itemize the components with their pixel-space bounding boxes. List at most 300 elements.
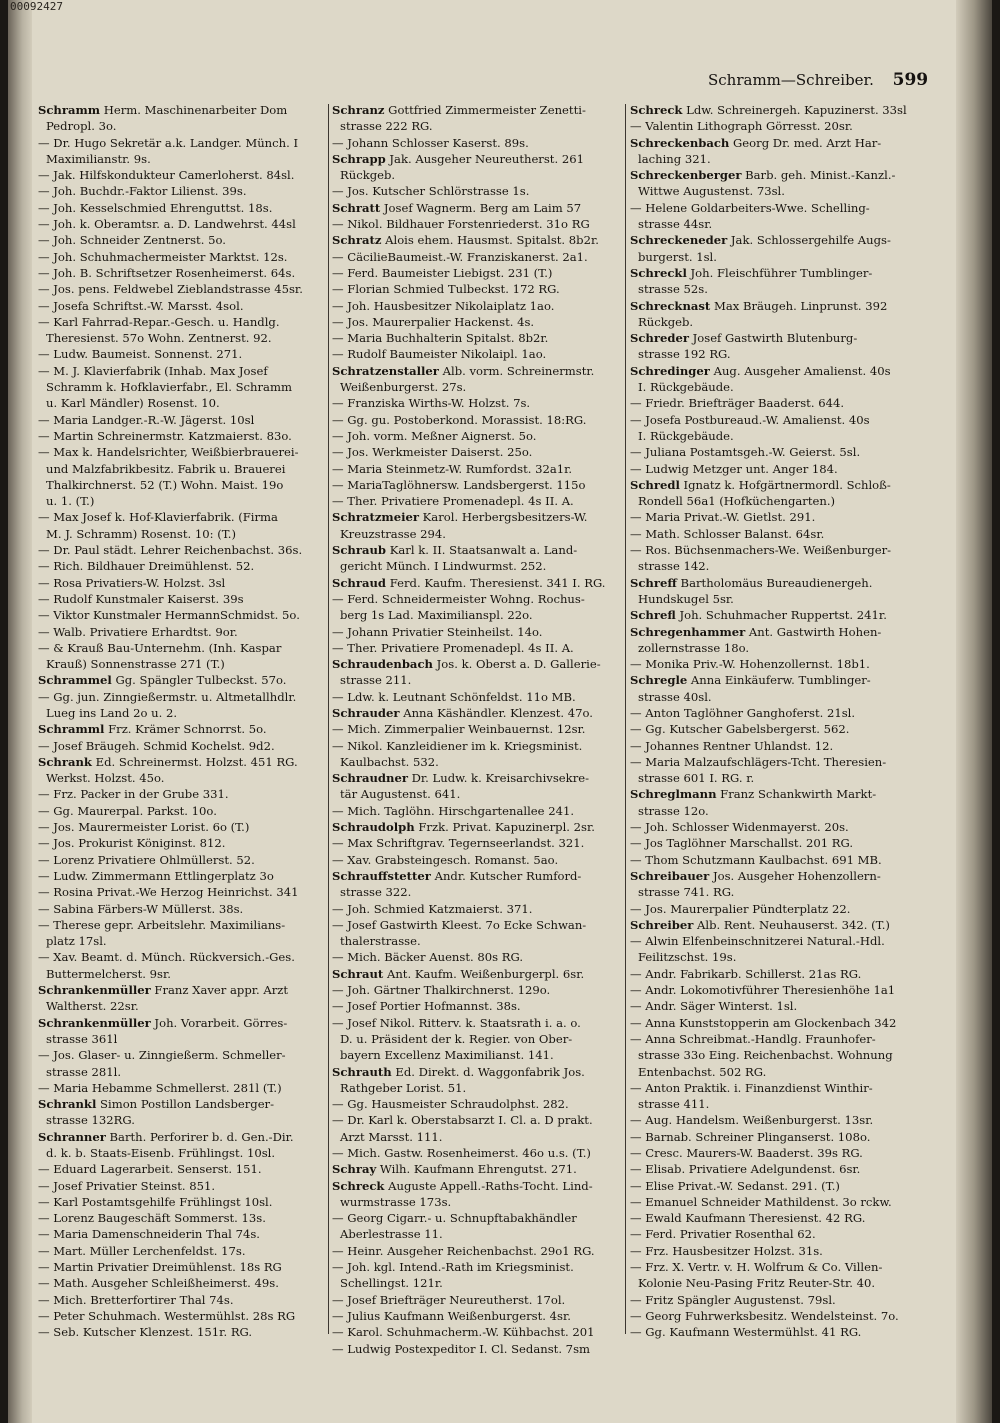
entry-line: — Ludw. Baumeist. Sonnenst. 271. [38, 347, 243, 362]
entry-continuation: wurmstrasse 173s. [340, 1194, 452, 1209]
entry-line: — Josef Briefträger Neureutherst. 17ol. [332, 1292, 566, 1307]
entry-continuation: Waltherst. 22sr. [46, 999, 139, 1014]
entry-line: — Aug. Handelsm. Weißenburgerst. 13sr. [630, 1113, 874, 1128]
surname: Schraut [332, 966, 384, 981]
surname: Schrank [38, 754, 92, 769]
entry-text: Ferd. Kaufm. Theresienst. 341 I. RG. [386, 575, 606, 590]
entry-text: Franz Xaver appr. Arzt [150, 983, 289, 998]
left-page-edge [8, 0, 32, 1423]
entry-line: — Maria Damenschneiderin Thal 74s. [38, 1227, 260, 1242]
surname-entry [630, 363, 926, 379]
entry-line: — Mich. Gastw. Rosenheimerst. 46o u.s. (T.) [332, 1146, 591, 1160]
surname: Schreiber [630, 917, 694, 932]
entry-text: Alb. Rent. Neuhauserst. 342. (T.) [693, 917, 890, 932]
entry-continuation: berg 1s Lad. Maximilianspl. 22o. [340, 608, 533, 623]
entry-line: — Lorenz Baugeschäft Sommerst. 13s. [38, 1211, 266, 1226]
entry-line: — Frz. Hausbesitzer Holzst. 31s. [630, 1243, 823, 1258]
entry-line: — Josef Gastwirth Kleest. 7o Ecke Schwan- [332, 917, 587, 932]
directory-page [8, 0, 992, 1423]
entry-continuation: Schellingst. 121r. [340, 1276, 443, 1291]
entry-continuation: strasse 192 RG. [638, 347, 731, 362]
entry-continuation: bayern Excellenz Maximilianst. 141. [340, 1048, 554, 1063]
entry-continuation: Kreuzstrasse 294. [340, 526, 446, 541]
surname-entry [332, 966, 628, 982]
entry-text: Ldw. Schreinergeh. Kapuzinerst. 33sl [682, 103, 907, 117]
entry-line: — Andr. Fabrikarb. Schillerst. 21as RG. [630, 966, 862, 981]
entry-line: — Monika Priv.-W. Hohenzollernst. 18b1. [630, 657, 870, 672]
entry-line: — Anna Schreibmat.-Handlg. Fraunhofer- [630, 1031, 876, 1046]
surname: Schraudner [332, 771, 408, 786]
entry-line: — Joh. kgl. Intend.-Rath im Kriegsminist. [332, 1260, 574, 1275]
entry-text: Ed. Schreinermst. Holzst. 451 RG. [91, 754, 298, 769]
entry-continuation: I. Rückgebäude. [638, 428, 734, 443]
entry-continuation: strasse 44sr. [638, 217, 713, 232]
surname-entry [630, 672, 926, 688]
header-name-range: Schramm—Schreiber. [708, 71, 874, 89]
surname: Schreckl [630, 265, 687, 280]
surname: Schray [332, 1162, 377, 1177]
entry-line: — Anna Kunststopperin am Glockenbach 342 [630, 1015, 897, 1030]
entry-text: Gg. Spängler Tulbeckst. 57o. [111, 673, 287, 688]
surname: Schregenhammer [630, 624, 746, 639]
entry-continuation: Werkst. Holzst. 45o. [46, 771, 165, 786]
entry-line: — Karl Postamtsgehilfe Frühlingst 10sl. [38, 1194, 273, 1209]
entry-line: — Fritz Spängler Augustenst. 79sl. [630, 1292, 836, 1307]
entry-continuation: strasse 361l [46, 1031, 118, 1046]
entry-line: — Maria Malzaufschlägers-Tcht. Theresien- [630, 754, 887, 769]
surname: Schredl [630, 477, 680, 492]
entry-line: — Karol. Schuhmacherm.-W. Kühbachst. 201 [332, 1325, 595, 1340]
entry-text: Jak. Ausgeher Neureutherst. 261 [385, 151, 584, 166]
entry-line: — Jos. Maurerpalier Hackenst. 4s. [332, 314, 535, 329]
entry-line: — Jos. Glaser- u. Zinngießerm. Schmeller- [38, 1048, 286, 1063]
surname: Schrankl [38, 1097, 97, 1112]
entry-line: — Martin Privatier Dreimühlenst. 18s RG [38, 1260, 282, 1275]
entry-continuation: Theresienst. 57o Wohn. Zentnerst. 92. [46, 331, 272, 346]
entry-line: — Math. Ausgeher Schleißheimerst. 49s. [38, 1276, 279, 1291]
entry-line: — Joh. B. Schriftsetzer Rosenheimerst. 64s. [38, 265, 296, 280]
surname: Schrecknast [630, 298, 711, 313]
surname: Schrankenmüller [38, 1015, 151, 1030]
entry-line: — Jos. Werkmeister Daiserst. 25o. [332, 445, 533, 460]
entry-line: — Joh. Schlosser Widenmayerst. 20s. [630, 820, 849, 835]
entry-line: — Joh. Kesselschmied Ehrenguttst. 18s. [38, 200, 273, 215]
entry-text: Auguste Appell.-Raths-Tocht. Lind- [384, 1178, 593, 1193]
entry-line: — Josef Privatier Steinst. 851. [38, 1178, 216, 1193]
running-header [708, 70, 929, 94]
entry-text: Georg Dr. med. Arzt Har- [729, 135, 882, 150]
surname: Schreibauer [630, 868, 710, 883]
entry-line: — Dr. Karl k. Oberstabsarzt I. Cl. a. D prakt. [332, 1113, 593, 1128]
surname: Schrankenmüller [38, 983, 151, 998]
entry-line: — Jos. Kutscher Schlörstrasse 1s. [332, 184, 530, 199]
entry-continuation: Weißenburgerst. 27s. [340, 380, 467, 395]
entry-line: — Josef Portier Hofmannst. 38s. [332, 999, 521, 1014]
entry-text: Andr. Kutscher Rumford- [430, 868, 582, 883]
surname-entry [630, 102, 926, 118]
entry-line: — Xav. Grabsteingesch. Romanst. 5ao. [332, 852, 559, 867]
entry-line: — & Krauß Bau-Unternehm. (Inh. Kaspar [38, 640, 282, 655]
surname-entry [630, 575, 926, 591]
entry-line: — Joh. Schneider Zentnerst. 5o. [38, 233, 226, 248]
entry-continuation: Lueg ins Land 2o u. 2. [46, 705, 178, 720]
entry-line: — Josef Nikol. Ritterv. k. Staatsrath i. a. o. [332, 1015, 581, 1030]
surname-entry [332, 232, 628, 248]
entry-text: Alois ehem. Hausmst. Spitalst. 8b2r. [381, 233, 599, 248]
entry-line: — Ldw. k. Leutnant Schönfeldst. 11o MB. [332, 689, 576, 704]
surname-entry [630, 298, 926, 314]
entry-text: Bartholomäus Bureaudienergeh. [676, 575, 873, 590]
entry-text: Anna Käshändler. Klenzest. 47o. [399, 705, 593, 720]
entry-line: — Georg Fuhrwerksbesitz. Wendelsteinst. 7o. [630, 1308, 899, 1323]
entry-text: Joh. Schuhmacher Ruppertst. 241r. [675, 608, 887, 623]
entry-line: — Helene Goldarbeiters-Wwe. Schelling- [630, 200, 870, 215]
entry-line: — Joh. Buchdr.-Faktor Lilienst. 39s. [38, 184, 247, 199]
entry-text: Gottfried Zimmermeister Zenetti- [384, 103, 586, 117]
entry-text: Josef Wagnerm. Berg am Laim 57 [380, 200, 582, 215]
entry-text: Simon Postillon Landsberger- [96, 1097, 275, 1112]
entry-line: — Maria Buchhalterin Spitalst. 8b2r. [332, 331, 549, 346]
entry-line: — Gg. Kutscher Gabelsbergerst. 562. [630, 722, 850, 737]
entry-continuation: Hundskugel 5sr. [638, 591, 734, 606]
entry-line: — Gg. Kaufmann Westermühlst. 41 RG. [630, 1325, 862, 1340]
entry-line: — Joh. Gärtner Thalkirchnerst. 129o. [332, 983, 551, 998]
surname: Schramm [38, 103, 101, 117]
page-number: 599 [892, 70, 929, 90]
entry-continuation: strasse 132RG. [46, 1113, 135, 1128]
entry-line: — Anton Praktik. i. Finanzdienst Winthir- [630, 1080, 873, 1095]
entry-line: — Nikol. Kanzleidiener im k. Kriegsminist. [332, 738, 583, 753]
entry-continuation: platz 17sl. [46, 934, 107, 949]
surname-entry [38, 721, 334, 737]
entry-line: — Julius Kaufmann Weißenburgerst. 4sr. [332, 1308, 571, 1323]
entry-text: Anna Einkäuferw. Tumblinger- [687, 673, 871, 688]
entry-continuation: I. Rückgebäude. [638, 380, 734, 395]
entry-text: Joh. Fleischführer Tumblinger- [686, 265, 873, 280]
surname: Schratzenstaller [332, 363, 439, 378]
surname-entry [630, 607, 926, 623]
entry-continuation: Maximilianstr. 9s. [46, 151, 151, 166]
surname: Schrapp [332, 151, 386, 166]
entry-line: — Jos. Maurerpalier Pündterplatz 22. [630, 901, 851, 916]
surname-entry [332, 102, 628, 118]
entry-line: — Ewald Kaufmann Theresienst. 42 RG. [630, 1211, 866, 1226]
surname: Schreck [630, 103, 683, 117]
surname-entry [332, 200, 628, 216]
entry-line: — Ludwig Postexpeditor I. Cl. Sedanst. 7sm [332, 1341, 591, 1356]
entry-line: — Max Schriftgrav. Tegernseerlandst. 321. [332, 836, 585, 851]
surname-entry [38, 672, 334, 688]
entry-line: — Franziska Wirths-W. Holzst. 7s. [332, 396, 531, 411]
entry-line: — Ther. Privatiere Promenadepl. 4s II. A. [332, 494, 574, 509]
surname-entry [332, 770, 628, 786]
entry-continuation: Rückgeb. [340, 168, 396, 183]
entry-line: — M. J. Klavierfabrik (Inhab. Max Josef [38, 363, 268, 378]
surname-entry [630, 624, 926, 640]
column-2 [332, 102, 628, 1356]
entry-continuation: strasse 33o Eing. Reichenbachst. Wohnung [638, 1048, 893, 1063]
entry-continuation: strasse 222 RG. [340, 119, 433, 134]
entry-line: — Lorenz Privatiere Ohlmüllerst. 52. [38, 852, 255, 867]
surname: Schraudolph [332, 820, 415, 835]
surname-entry [332, 509, 628, 525]
entry-continuation: Thalkirchnerst. 52 (T.) Wohn. Maist. 19o [46, 477, 284, 492]
entry-text: Jos. k. Oberst a. D. Gallerie- [432, 657, 601, 672]
surname-entry [332, 868, 628, 884]
entry-line: — Cresc. Maurers-W. Baaderst. 39s RG. [630, 1146, 863, 1160]
entry-line: — Dr. Paul städt. Lehrer Reichenbachst. 36s. [38, 543, 303, 558]
entry-continuation: d. k. b. Staats-Eisenb. Frühlingst. 10sl. [46, 1146, 276, 1160]
entry-line: — Frz. Packer in der Grube 331. [38, 787, 229, 802]
surname: Schreckeneder [630, 233, 728, 248]
entry-line: — Dr. Hugo Sekretär a.k. Landger. Münch. I [38, 135, 299, 150]
entry-line: — Ferd. Schneidermeister Wohng. Rochus- [332, 591, 585, 606]
entry-line: — Rudolf Baumeister Nikolaipl. 1ao. [332, 347, 547, 362]
entry-continuation: burgerst. 1sl. [638, 249, 717, 264]
entry-line: — Mich. Bretterfortirer Thal 74s. [38, 1292, 234, 1307]
surname-entry [38, 754, 334, 770]
entry-line: — Barnab. Schreiner Plinganserst. 108o. [630, 1129, 871, 1144]
entry-line: — Andr. Säger Winterst. 1sl. [630, 999, 798, 1014]
entry-continuation: strasse 281l. [46, 1064, 122, 1079]
entry-line: — Therese gepr. Arbeitslehr. Maximilians- [38, 917, 286, 932]
entry-line: — Peter Schuhmach. Westermühlst. 28s RG [38, 1308, 296, 1323]
entry-line: — Heinr. Ausgeher Reichenbachst. 29o1 RG. [332, 1243, 595, 1258]
surname-entry [630, 330, 926, 346]
entry-line: — Karl Fahrrad-Repar.-Gesch. u. Handlg. [38, 314, 280, 329]
entry-line: — Josef Bräugeh. Schmid Kochelst. 9d2. [38, 738, 275, 753]
entry-line: — Ros. Büchsenmachers-We. Weißenburger- [630, 543, 892, 558]
entry-continuation: zollernstrasse 18o. [638, 640, 750, 655]
surname-entry [38, 982, 334, 998]
surname-entry [332, 363, 628, 379]
entry-continuation: strasse 411. [638, 1097, 710, 1112]
surname-entry [630, 868, 926, 884]
entry-text: Franz Schankwirth Markt- [716, 787, 877, 802]
entry-continuation: strasse 142. [638, 559, 710, 574]
entry-line: — Jos Taglöhner Marschallst. 201 RG. [630, 836, 854, 851]
entry-continuation: strasse 211. [340, 673, 412, 688]
entry-line: — Rosina Privat.-We Herzog Heinrichst. 341 [38, 885, 299, 900]
entry-continuation: laching 321. [638, 151, 711, 166]
entry-continuation: Rückgeb. [638, 314, 694, 329]
entry-line: — Friedr. Briefträger Baaderst. 644. [630, 396, 845, 411]
entry-line: — Eduard Lagerarbeit. Senserst. 151. [38, 1162, 262, 1177]
surname-entry [630, 265, 926, 281]
entry-line: — Josefa Postbureaud.-W. Amalienst. 40s [630, 412, 870, 427]
entry-text: Wilh. Kaufmann Ehrengutst. 271. [376, 1162, 577, 1177]
surname-entry [332, 1161, 628, 1177]
entry-line: — Seb. Kutscher Klenzest. 151r. RG. [38, 1325, 253, 1340]
entry-line: — Joh. Schmied Katzmaierst. 371. [332, 901, 533, 916]
entry-line: — Rich. Bildhauer Dreimühlenst. 52. [38, 559, 255, 574]
entry-line: — Sabina Färbers-W Müllerst. 38s. [38, 901, 244, 916]
entry-text: Ant. Kaufm. Weißenburgerpl. 6sr. [383, 966, 585, 981]
surname: Schratzmeier [332, 510, 419, 525]
entry-continuation: thalerstrasse. [340, 934, 421, 949]
entry-line: — Joh. Hausbesitzer Nikolaiplatz 1ao. [332, 298, 555, 313]
surname: Schraudenbach [332, 657, 433, 672]
entry-line: — Ferd. Baumeister Liebigst. 231 (T.) [332, 265, 553, 280]
entry-continuation: Kolonie Neu-Pasing Fritz Reuter-Str. 40. [638, 1276, 876, 1291]
entry-continuation: D. u. Präsident der k. Regier. von Ober- [340, 1031, 573, 1046]
surname-entry [38, 1015, 334, 1031]
entry-line: — Juliana Postamtsgeh.-W. Geierst. 5sl. [630, 445, 861, 460]
entry-continuation: Rathgeber Lorist. 51. [340, 1080, 467, 1095]
entry-line: — Joh. k. Oberamtsr. a. D. Landwehrst. 44sl [38, 217, 296, 232]
column-1 [38, 102, 334, 1340]
surname-entry [630, 477, 926, 493]
entry-line: — Mich. Zimmerpalier Weinbauernst. 12sr. [332, 722, 586, 737]
entry-continuation: strasse 601 I. RG. r. [638, 771, 755, 786]
entry-line: — CäcilieBaumeist.-W. Franziskanerst. 2a1. [332, 249, 588, 264]
entry-continuation: strasse 322. [340, 885, 412, 900]
entry-continuation: Krauß) Sonnenstrasse 271 (T.) [46, 657, 225, 672]
entry-line: — Mich. Bäcker Auenst. 80s RG. [332, 950, 524, 965]
surname: Schreck [332, 1178, 385, 1193]
entry-line: — Rudolf Kunstmaler Kaiserst. 39s [38, 591, 244, 606]
entry-line: — Joh. Schuhmachermeister Marktst. 12s. [38, 249, 288, 264]
entry-text: Alb. vorm. Schreinermstr. [438, 363, 595, 378]
entry-text: Frzk. Privat. Kapuzinerpl. 2sr. [414, 820, 595, 835]
surname: Schranz [332, 103, 385, 117]
entry-continuation: u. Karl Mändler) Rosenst. 10. [46, 396, 220, 411]
entry-line: — Xav. Beamt. d. Münch. Rückversich.-Ges. [38, 950, 295, 965]
entry-line: — Emanuel Schneider Mathildenst. 3o rckw. [630, 1194, 892, 1209]
surname-entry [630, 917, 926, 933]
surname: Schraud [332, 575, 387, 590]
entry-continuation: strasse 12o. [638, 803, 709, 818]
surname-entry [630, 135, 926, 151]
surname: Schrefl [630, 608, 676, 623]
entry-line: — Max Josef k. Hof-Klavierfabrik. (Firma [38, 510, 278, 525]
surname: Schramml [38, 722, 105, 737]
entry-text: Joh. Vorarbeit. Görres- [150, 1015, 288, 1030]
entry-text: Barb. geh. Minist.-Kanzl.- [741, 168, 896, 183]
entry-continuation: strasse 741. RG. [638, 885, 735, 900]
entry-line: — Mich. Taglöhn. Hirschgartenallee 241. [332, 803, 575, 818]
surname: Schreff [630, 575, 677, 590]
entry-line: — Elise Privat.-W. Sedanst. 291. (T.) [630, 1178, 840, 1193]
entry-continuation: Entenbachst. 502 RG. [638, 1064, 767, 1079]
surname: Schranner [38, 1129, 106, 1144]
surname: Schreckenbach [630, 135, 730, 150]
entry-line: — Alwin Elfenbeinschnitzerei Natural.-Hdl. [630, 934, 885, 949]
page-stack-edge [956, 0, 992, 1423]
surname-entry [332, 705, 628, 721]
entry-text: Ignatz k. Hofgärtnermordl. Schloß- [679, 477, 891, 492]
entry-line: — Walb. Privatiere Erhardtst. 9or. [38, 624, 238, 639]
entry-continuation: tär Augustenst. 641. [340, 787, 461, 802]
entry-line: — Viktor Kunstmaler HermannSchmidst. 5o. [38, 608, 300, 623]
entry-line: — Florian Schmied Tulbeckst. 172 RG. [332, 282, 560, 297]
entry-continuation: gericht Münch. I Lindwurmst. 252. [340, 559, 547, 574]
surname-entry [630, 167, 926, 183]
surname: Schrauffstetter [332, 868, 431, 883]
surname: Schratt [332, 200, 381, 215]
entry-line: — Joh. vorm. Meßner Aignerst. 5o. [332, 428, 537, 443]
entry-text: Jak. Schlossergehilfe Augs- [727, 233, 891, 248]
entry-line: — Gg. Hausmeister Schraudolphst. 282. [332, 1097, 569, 1112]
entry-line: — Nikol. Bildhauer Forstenriederst. 31o RG [332, 217, 590, 232]
surname: Schregle [630, 673, 688, 688]
entry-line: — Johann Privatier Steinheilst. 14o. [332, 624, 543, 639]
entry-line: — Rosa Privatiers-W. Holzst. 3sl [38, 575, 226, 590]
surname-entry [332, 656, 628, 672]
entry-continuation: Wittwe Augustenst. 73sl. [638, 184, 785, 199]
surname-entry [332, 1064, 628, 1080]
entry-continuation: Pedropl. 3o. [46, 119, 117, 134]
surname-entry [332, 151, 628, 167]
entry-line: — Gg. gu. Postoberkond. Morassist. 18:RG. [332, 412, 587, 427]
entry-line: — Gg. jun. Zinngießermstr. u. Altmetallhdlr. [38, 689, 297, 704]
entry-line: — Gg. Maurerpal. Parkst. 10o. [38, 803, 217, 818]
entry-line: — Georg Cigarr.- u. Schnupftabakhändler [332, 1211, 577, 1226]
entry-line: — Jos. Prokurist Königinst. 812. [38, 836, 226, 851]
entry-text: Frz. Krämer Schnorrst. 5o. [104, 722, 267, 737]
entry-line: — Maria Privat.-W. Gietlst. 291. [630, 510, 816, 525]
surname-entry [332, 1178, 628, 1194]
entry-text: Dr. Ludw. k. Kreisarchivsekre- [407, 771, 590, 786]
entry-continuation: Arzt Marsst. 111. [340, 1129, 443, 1144]
entry-line: — Josefa Schriftst.-W. Marsst. 4sol. [38, 298, 244, 313]
surname: Schraub [332, 543, 387, 558]
entry-continuation: M. J. Schramm) Rosenst. 10: (T.) [46, 526, 236, 541]
entry-text: Barth. Perforirer b. d. Gen.-Dir. [105, 1129, 294, 1144]
entry-line: — Ludwig Metzger unt. Anger 184. [630, 461, 838, 476]
entry-continuation: strasse 52s. [638, 282, 708, 297]
entry-text: Josef Gastwirth Blutenburg- [688, 331, 858, 346]
entry-line: — Maria Steinmetz-W. Rumfordst. 32a1r. [332, 461, 573, 476]
surname: Schreckenberger [630, 168, 742, 183]
entry-text: Karol. Herbergsbesitzers-W. [418, 510, 588, 525]
entry-text: Aug. Ausgeher Amalienst. 40s [709, 363, 891, 378]
entry-line: — Ther. Privatiere Promenadepl. 4s II. A. [332, 640, 574, 655]
entry-continuation: strasse 40sl. [638, 689, 712, 704]
entry-line: — Frz. X. Vertr. v. H. Wolfrum & Co. Villen- [630, 1260, 883, 1275]
entry-line: — Johannes Rentner Uhlandst. 12. [630, 738, 834, 753]
entry-line: — Andr. Lokomotivführer Theresienhöhe 1a1 [630, 983, 896, 998]
entry-line: — Mart. Müller Lerchenfeldst. 17s. [38, 1243, 246, 1258]
entry-text: Herm. Maschinenarbeiter Dom [100, 103, 288, 117]
entry-continuation: Aberlestrasse 11. [340, 1227, 443, 1242]
entry-line: — Martin Schreinermstr. Katzmaierst. 83o. [38, 428, 292, 443]
entry-line: — Math. Schlosser Balanst. 64sr. [630, 526, 825, 541]
surname-entry [332, 542, 628, 558]
entry-text: Max Bräugeh. Linprunst. 392 [710, 298, 888, 313]
surname: Schrauth [332, 1064, 392, 1079]
surname: Schredinger [630, 363, 710, 378]
surname: Schreglmann [630, 787, 717, 802]
surname: Schreder [630, 331, 689, 346]
surname: Schrauder [332, 705, 400, 720]
entry-text: Karl k. II. Staatsanwalt a. Land- [386, 543, 578, 558]
column-3 [630, 102, 926, 1340]
entry-line: — Ferd. Privatier Rosenthal 62. [630, 1227, 816, 1242]
entry-continuation: und Malzfabrikbesitz. Fabrik u. Brauerei [46, 461, 286, 476]
surname-entry [332, 575, 628, 591]
entry-line: — Jos. pens. Feldwebel Zieblandstrasse 45sr. [38, 282, 303, 297]
entry-line: — Johann Schlosser Kaserst. 89s. [332, 135, 529, 150]
entry-text: Jos. Ausgeher Hohenzollern- [709, 868, 881, 883]
surname-entry [38, 102, 334, 118]
entry-line: — MariaTaglöhnersw. Landsbergerst. 115o [332, 477, 586, 492]
surname: Schrammel [38, 673, 112, 688]
entry-line: — Maria Hebamme Schmellerst. 281l (T.) [38, 1080, 282, 1095]
entry-text: Ed. Direkt. d. Waggonfabrik Jos. [391, 1064, 585, 1079]
surname-entry [38, 1096, 334, 1112]
entry-line: — Thom Schutzmann Kaulbachst. 691 MB. [630, 852, 882, 867]
